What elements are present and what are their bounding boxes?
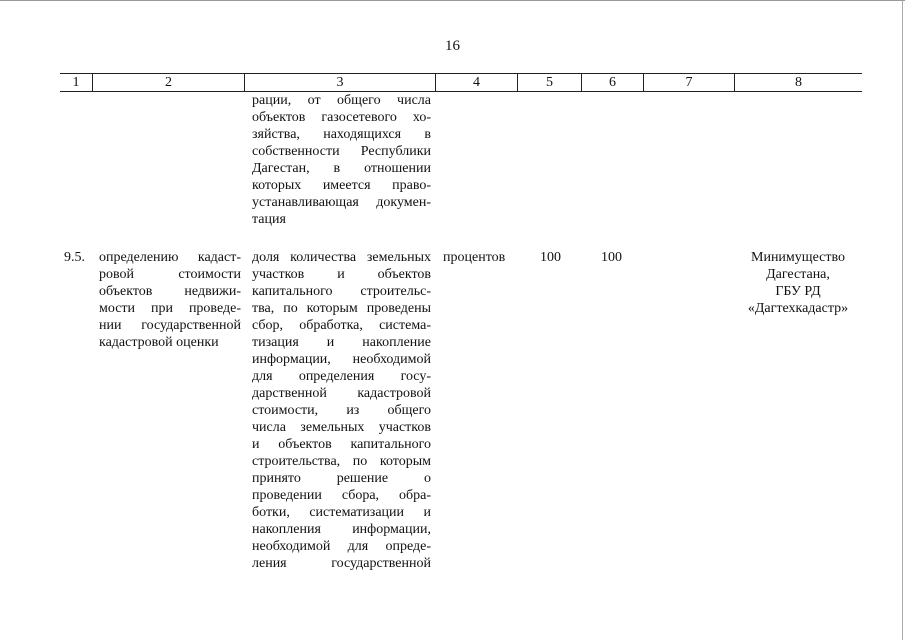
row-number: 9.5. bbox=[64, 250, 85, 265]
responsible-line: «Дагтехкадастр» bbox=[747, 301, 849, 316]
column-header-7: 7 bbox=[643, 74, 734, 91]
row-unit: процентов bbox=[443, 250, 506, 265]
row-value-col6: 100 bbox=[601, 250, 622, 265]
definition-line: накопления информации, bbox=[252, 522, 431, 537]
carryover-line: Дагестан, в отношении bbox=[252, 161, 431, 176]
carryover-line: объектов газосетевого хо- bbox=[252, 110, 431, 125]
description-line: мости при проведе- bbox=[99, 301, 241, 316]
column-header-8: 8 bbox=[734, 74, 862, 91]
column-header-1: 1 bbox=[72, 75, 80, 90]
column-header-2: 2 bbox=[92, 74, 244, 91]
table-header-row bbox=[60, 73, 862, 92]
responsible-line: Дагестана, bbox=[766, 267, 830, 282]
row-value-col5: 100 bbox=[540, 250, 561, 265]
carryover-line: которых имеется право- bbox=[252, 178, 431, 193]
definition-line: стоимости, из общего bbox=[252, 403, 431, 418]
carryover-line: рации, от общего числа bbox=[252, 93, 431, 108]
scan-right-edge bbox=[902, 0, 903, 640]
carryover-line: собственности Республики bbox=[252, 144, 431, 159]
definition-line: для определения госу- bbox=[252, 369, 431, 384]
definition-line: участков и объектов bbox=[252, 267, 431, 282]
definition-line: необходимой для опреде- bbox=[252, 539, 431, 554]
definition-line: доля количества земельных bbox=[252, 250, 431, 265]
definition-line: числа земельных участков bbox=[252, 420, 431, 435]
responsible-line: Минимущество bbox=[751, 250, 845, 265]
carryover-line: устанавливающая докумен- bbox=[252, 195, 431, 210]
definition-line: проведении сбора, обра- bbox=[252, 488, 431, 503]
definition-line: принято решение о bbox=[252, 471, 431, 486]
description-line: определению кадаст- bbox=[99, 250, 241, 265]
description-line: кадастровой оценки bbox=[99, 335, 219, 350]
definition-line: дарственной кадастровой bbox=[252, 386, 431, 401]
description-line: нии государственной bbox=[99, 318, 241, 333]
responsible-line: ГБУ РД bbox=[775, 284, 821, 299]
column-header-6: 6 bbox=[581, 74, 643, 91]
column-header-4: 4 bbox=[435, 74, 517, 91]
definition-line: информации, необходимой bbox=[252, 352, 431, 367]
column-header-5: 5 bbox=[517, 74, 581, 91]
definition-line: строительства, по которым bbox=[252, 454, 431, 469]
definition-line: сбор, обработка, система- bbox=[252, 318, 431, 333]
column-header-3: 3 bbox=[244, 74, 435, 91]
page-number: 16 bbox=[445, 38, 460, 54]
description-line: объектов недвижи- bbox=[99, 284, 241, 299]
description-line: ровой стоимости bbox=[99, 267, 241, 282]
definition-line: ления государственной bbox=[252, 556, 431, 571]
carryover-line: тация bbox=[252, 212, 286, 227]
definition-line: ботки, систематизации и bbox=[252, 505, 431, 520]
carryover-line: зяйства, находящихся в bbox=[252, 127, 431, 142]
scan-top-edge bbox=[0, 0, 905, 1]
definition-line: тва, по которым проведены bbox=[252, 301, 431, 316]
definition-line: капитального строительс- bbox=[252, 284, 431, 299]
definition-line: тизация и накопление bbox=[252, 335, 431, 350]
definition-line: и объектов капитального bbox=[252, 437, 431, 452]
